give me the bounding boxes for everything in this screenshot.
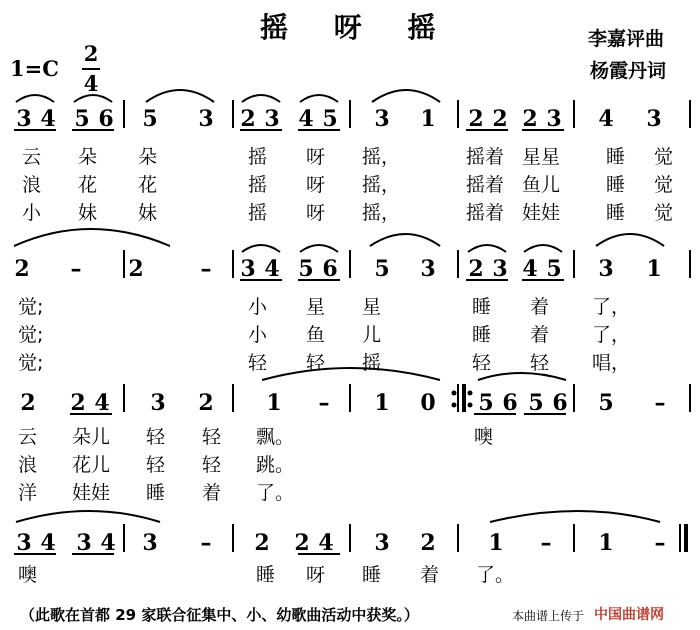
note-numeral: – xyxy=(654,390,666,416)
lyric-word: 妹 xyxy=(78,202,98,224)
lyric-word: 了， xyxy=(592,296,631,318)
lyric-word: 睡 xyxy=(606,146,626,168)
note-numeral: 3 xyxy=(198,106,214,132)
note-numeral: 5 xyxy=(142,106,158,132)
note-numeral: 5 xyxy=(598,390,614,416)
lyric-word: 睡 xyxy=(146,482,166,504)
note-numeral: 3 xyxy=(646,106,662,132)
note-numeral: – xyxy=(654,530,666,556)
lyric-word: 轻 xyxy=(306,352,326,374)
note-numeral: 3 xyxy=(76,530,92,556)
lyric-word: 跳。 xyxy=(256,454,295,476)
lyric-word: 摇， xyxy=(362,146,401,168)
note-numeral: 4 xyxy=(264,256,280,282)
note-numeral: – xyxy=(200,256,212,282)
lyric-word: 噢 xyxy=(474,426,494,448)
note-numeral: 1 xyxy=(646,256,662,282)
note-numeral: 1 xyxy=(420,106,436,132)
lyric-word: 花 xyxy=(78,174,98,196)
lyric-word: 小 xyxy=(248,324,268,346)
note-numeral: 3 xyxy=(264,106,280,132)
note-numeral: 6 xyxy=(552,390,568,416)
note-numeral: 2 xyxy=(14,256,30,282)
note-numeral: 1 xyxy=(598,530,614,556)
lyric-word: 摇着 xyxy=(466,202,505,224)
lyric-word: 轻 xyxy=(472,352,492,374)
note-numeral: 3 xyxy=(16,106,32,132)
note-numeral: 3 xyxy=(420,256,436,282)
lyric-word: 睡 xyxy=(256,564,276,586)
lyric-word: 呀 xyxy=(306,202,326,224)
lyric-word: 朵儿 xyxy=(72,426,111,448)
lyric-word: 摇， xyxy=(362,202,401,224)
note-numeral: 4 xyxy=(318,530,334,556)
lyric-word: 觉; xyxy=(18,296,44,318)
note-numeral: 2 xyxy=(420,530,436,556)
lyric-word: 星星 xyxy=(522,146,561,168)
lyric-word: 洋 xyxy=(18,482,38,504)
note-numeral: 6 xyxy=(322,256,338,282)
note-numeral: 5 xyxy=(74,106,90,132)
lyric-word: 轻 xyxy=(530,352,550,374)
lyric-word: 觉; xyxy=(18,352,44,374)
note-numeral: 4 xyxy=(40,530,56,556)
lyric-word: 鱼 xyxy=(306,324,326,346)
source-text: 本曲谱上传于 xyxy=(512,609,585,623)
lyric-word: 摇 xyxy=(248,146,268,168)
lyric-word: 摇着 xyxy=(466,174,505,196)
note-numeral: 0 xyxy=(420,390,436,416)
note-numeral: 3 xyxy=(374,106,390,132)
song-title: 摇 呀 摇 xyxy=(260,11,454,44)
lyric-word: 着 xyxy=(202,482,222,504)
lyric-word: 浪 xyxy=(22,174,42,196)
lyric-word: 唱， xyxy=(592,352,631,374)
note-numeral: 4 xyxy=(100,530,116,556)
note-numeral: – xyxy=(70,256,82,282)
note-numeral: 2 xyxy=(522,106,538,132)
note-numeral: 2 xyxy=(468,106,484,132)
lyric-word: 儿 xyxy=(362,324,382,346)
time-signature-bottom: 4 xyxy=(83,71,99,96)
lyric-word: 轻 xyxy=(202,426,222,448)
note-numeral: 5 xyxy=(478,390,494,416)
lyric-word: 觉 xyxy=(654,202,674,224)
lyric-word: 呀 xyxy=(306,174,326,196)
note-numeral: 4 xyxy=(298,106,314,132)
note-numeral: 2 xyxy=(198,390,214,416)
note-numeral: 2 xyxy=(240,106,256,132)
note-numeral: 4 xyxy=(40,106,56,132)
lyric-word: 着 xyxy=(530,296,550,318)
note-numeral: 1 xyxy=(266,390,282,416)
lyric-word: 轻 xyxy=(146,426,166,448)
note-numeral: 3 xyxy=(598,256,614,282)
brand-logo: 中国曲谱网 xyxy=(594,607,664,623)
lyric-word: 睡 xyxy=(472,324,492,346)
lyric-word: 星 xyxy=(362,296,382,318)
note-numeral: 1 xyxy=(374,390,390,416)
lyric-word: 娃娃 xyxy=(522,202,561,224)
time-signature-top: 2 xyxy=(83,41,99,66)
note-numeral: 3 xyxy=(492,256,508,282)
key-signature: 1=C xyxy=(10,56,59,81)
lyric-word: 觉 xyxy=(654,174,674,196)
lyric-word: 着 xyxy=(420,564,440,586)
lyric-word: 了。 xyxy=(476,564,515,586)
lyric-word: 妹 xyxy=(138,202,158,224)
note-numeral: – xyxy=(540,530,552,556)
lyric-word: 呀 xyxy=(306,564,326,586)
note-numeral: 2 xyxy=(294,530,310,556)
note-numeral: 3 xyxy=(374,530,390,556)
lyric-word: 鱼儿 xyxy=(522,174,561,196)
note-numeral: – xyxy=(318,390,330,416)
note-numeral: 1 xyxy=(488,530,504,556)
note-numeral: 3 xyxy=(150,390,166,416)
lyric-word: 小 xyxy=(248,296,268,318)
composer-credit: 李嘉评曲 xyxy=(588,28,665,50)
lyric-word: 了。 xyxy=(256,482,295,504)
note-numeral: 5 xyxy=(546,256,562,282)
lyric-word: 觉 xyxy=(654,146,674,168)
note-numeral: 5 xyxy=(298,256,314,282)
lyric-word: 呀 xyxy=(306,146,326,168)
lyric-word: 摇 xyxy=(362,352,382,374)
lyric-word: 摇着 xyxy=(466,146,505,168)
lyric-word: 摇， xyxy=(362,174,401,196)
note-numeral: 3 xyxy=(16,530,32,556)
lyric-word: 朵 xyxy=(78,146,98,168)
note-numeral: 2 xyxy=(254,530,270,556)
lyric-word: 浪 xyxy=(18,454,38,476)
note-numeral: 5 xyxy=(374,256,390,282)
lyric-word: 云 xyxy=(18,426,38,448)
lyricist-credit: 杨霞丹词 xyxy=(590,60,667,82)
note-numeral: 2 xyxy=(128,256,144,282)
note-numeral: 2 xyxy=(20,390,36,416)
note-numeral: 6 xyxy=(98,106,114,132)
lyric-word: 摇 xyxy=(248,174,268,196)
lyric-word: 轻 xyxy=(202,454,222,476)
note-numeral: 4 xyxy=(94,390,110,416)
lyric-word: 飘。 xyxy=(256,426,295,448)
note-numeral: 5 xyxy=(528,390,544,416)
lyric-word: 星 xyxy=(306,296,326,318)
lyric-word: 轻 xyxy=(248,352,268,374)
lyric-word: 睡 xyxy=(606,202,626,224)
lyric-word: 摇 xyxy=(248,202,268,224)
lyric-word: 朵 xyxy=(138,146,158,168)
note-numeral: 2 xyxy=(468,256,484,282)
note-numeral: 5 xyxy=(322,106,338,132)
lyric-word: 轻 xyxy=(146,454,166,476)
note-numeral: 6 xyxy=(502,390,518,416)
note-numeral: 4 xyxy=(598,106,614,132)
lyric-word: 花 xyxy=(138,174,158,196)
lyric-word: 娃娃 xyxy=(72,482,111,504)
footnote: （此歌在首都 29 家联合征集中、小、幼歌曲活动中获奖。） xyxy=(20,606,419,624)
lyric-word: 觉; xyxy=(18,324,44,346)
note-numeral: 2 xyxy=(70,390,86,416)
note-numeral: 2 xyxy=(492,106,508,132)
lyric-word: 睡 xyxy=(362,564,382,586)
lyric-word: 睡 xyxy=(472,296,492,318)
lyric-word: 云 xyxy=(22,146,42,168)
lyric-word: 花儿 xyxy=(72,454,111,476)
lyric-word: 噢 xyxy=(18,564,38,586)
note-numeral: 4 xyxy=(522,256,538,282)
note-numeral: – xyxy=(200,530,212,556)
lyric-word: 睡 xyxy=(606,174,626,196)
lyric-word: 了， xyxy=(592,324,631,346)
note-numeral: 3 xyxy=(240,256,256,282)
lyric-word: 着 xyxy=(530,324,550,346)
note-numeral: 3 xyxy=(546,106,562,132)
lyric-word: 小 xyxy=(22,202,42,224)
note-numeral: 3 xyxy=(142,530,158,556)
